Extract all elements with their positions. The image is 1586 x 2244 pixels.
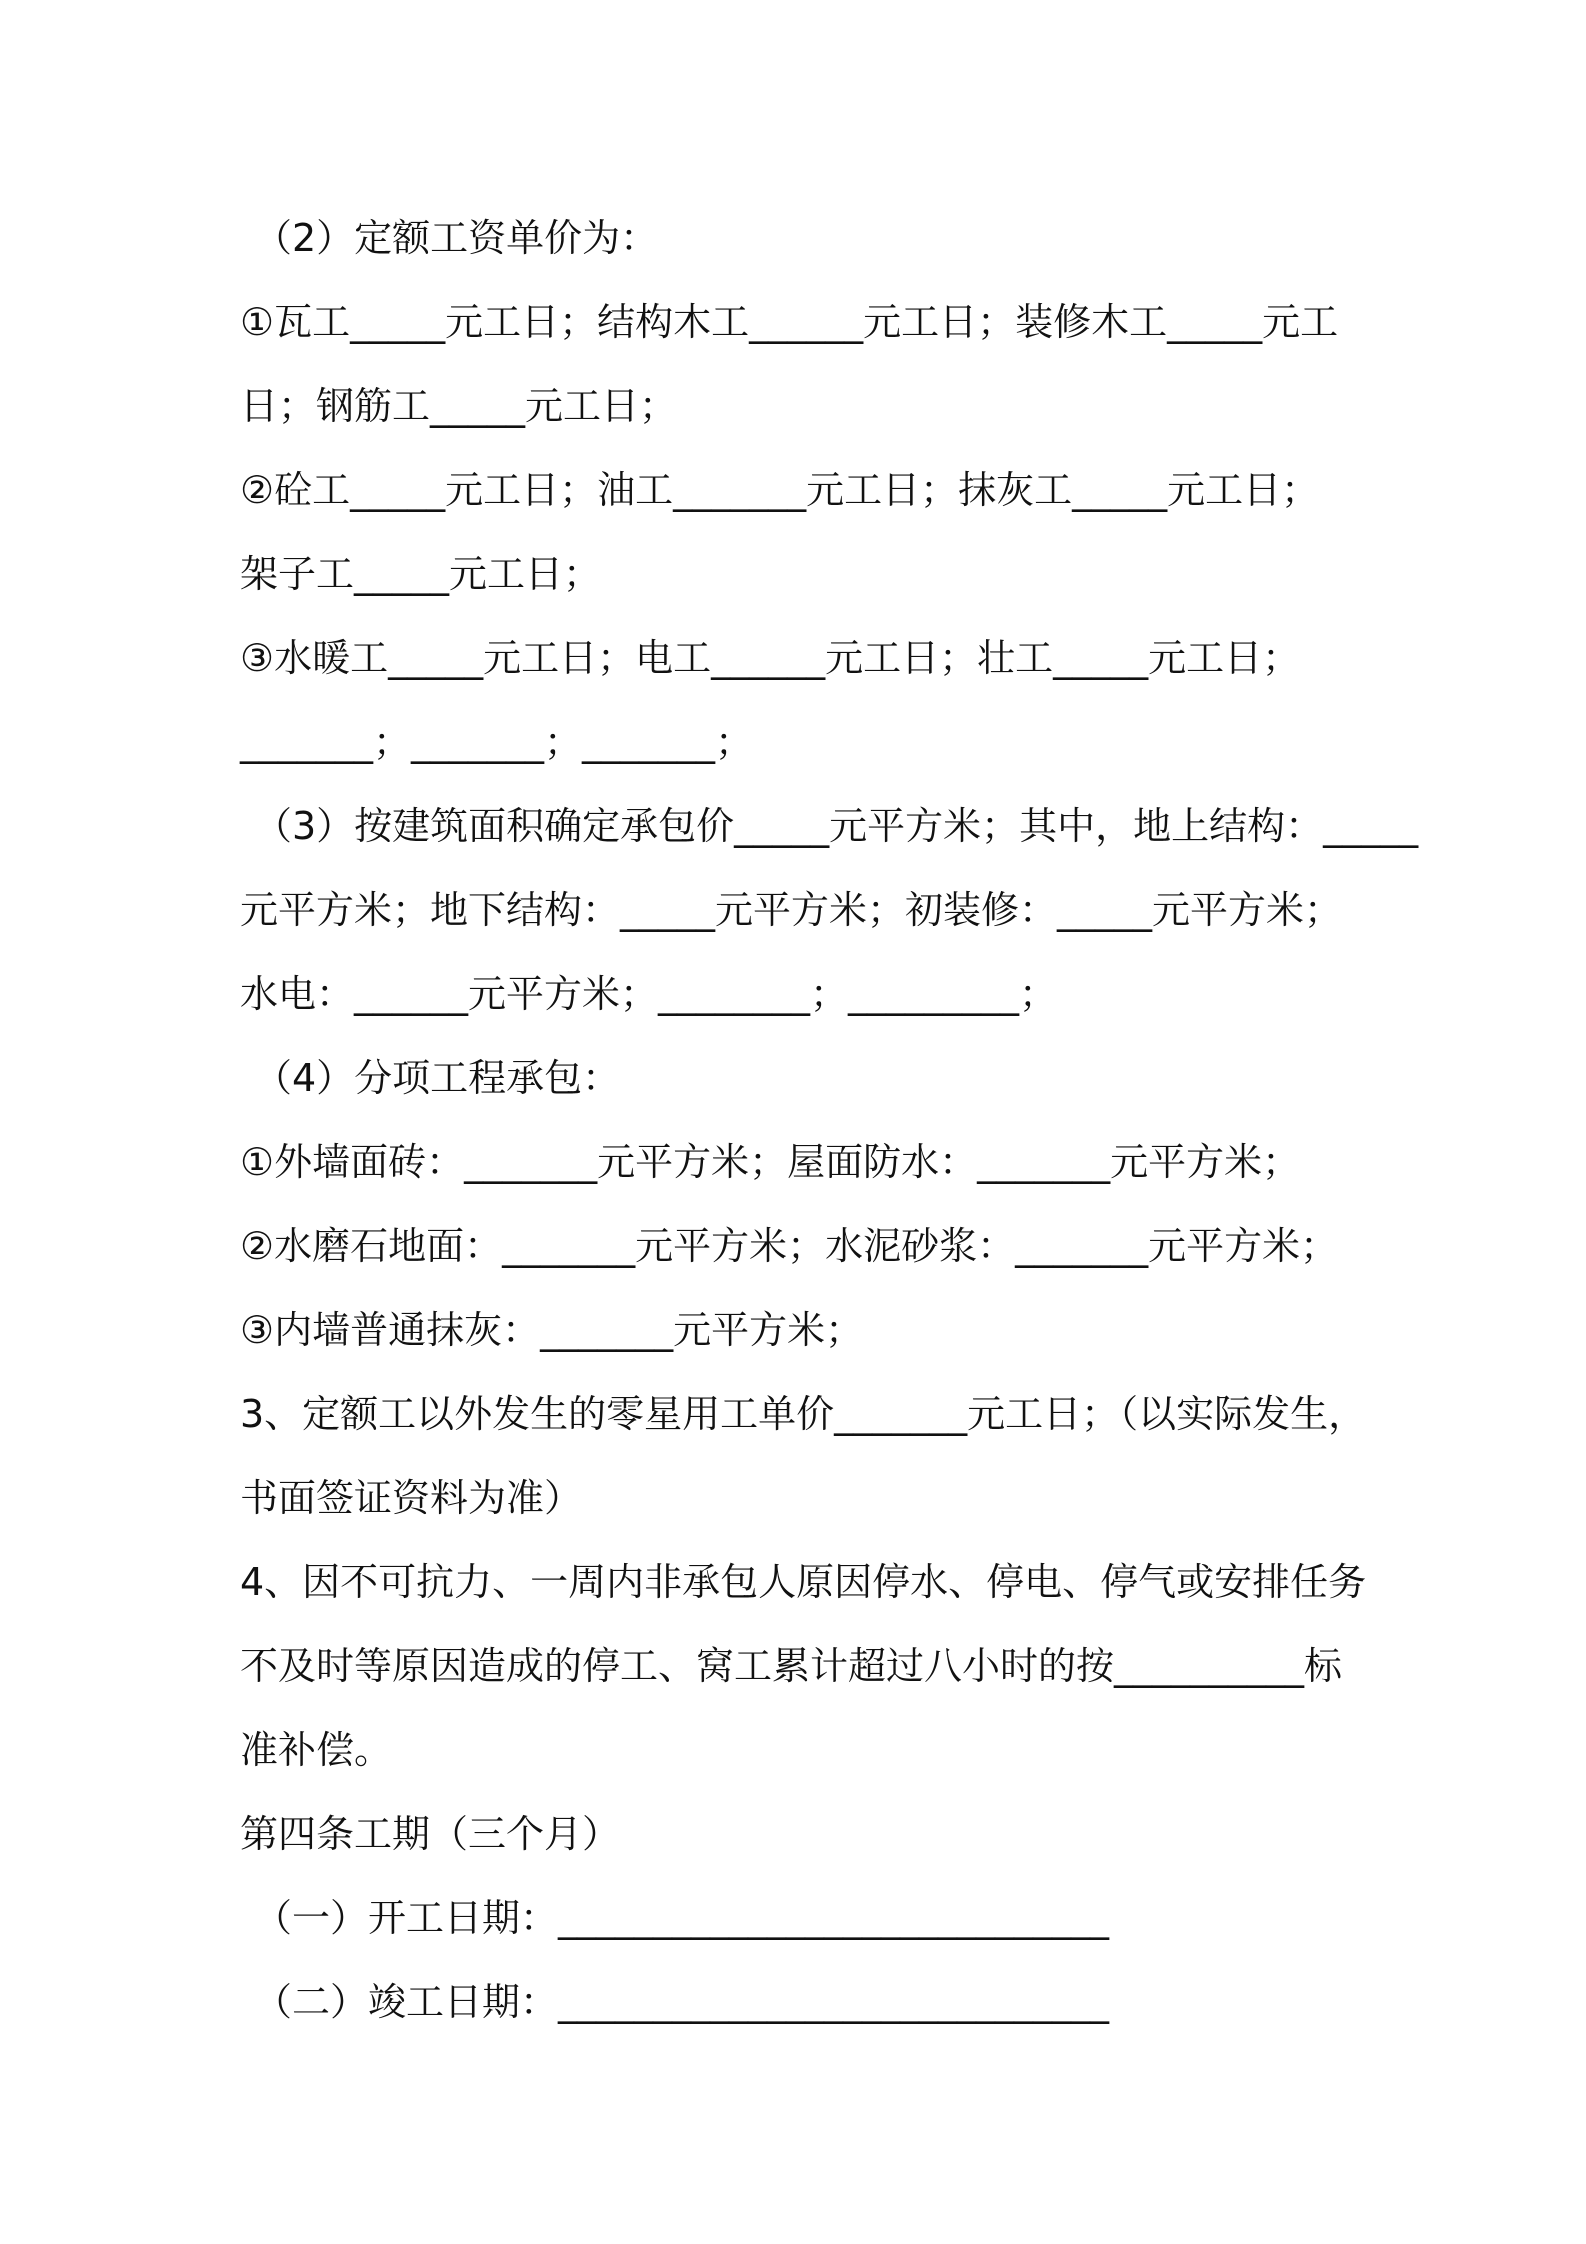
text-line-clause-4: 4、因不可抗力、一周内非承包人原因停水、停电、停气或安排任务 [240,1560,1367,1604]
text-line-article-4-heading: 第四条工期（三个月） [240,1812,621,1856]
text-line-wage-item-2-cont: 架子工_____元工日； [240,552,602,596]
text-line-completion-date: （二）竣工日期：_____________________________ [254,1980,1110,2024]
text-line-wage-item-1-cont: 日；钢筋工_____元工日； [240,384,678,428]
text-line-wage-item-2: ②砼工_____元工日；油工_______元工日；抹灰工_____元工日； [240,468,1320,512]
text-line-wage-item-1: ①瓦工_____元工日；结构木工______元工日；装修木工_____元工 [240,300,1339,344]
text-line-clause-3-cont: 书面签证资料为准） [240,1476,583,1520]
text-line-subcontract-item-2: ②水磨石地面：_______元平方米；水泥砂浆：_______元平方米； [240,1224,1339,1268]
text-line-area-price-cont: 元平方米；地下结构：_____元平方米；初装修：_____元平方米； [240,888,1343,932]
text-line-clause-4-cont-2: 准补偿。 [240,1728,393,1772]
text-line-subcontract-item-3: ③内墙普通抹灰：_______元平方米； [240,1308,864,1352]
text-line-wage-item-3-blanks: _______；_______；_______； [240,720,754,764]
text-line-subcontract-heading: （4）分项工程承包： [254,1056,621,1100]
text-line-clause-3: 3、定额工以外发生的零星用工单价_______元工日；（以实际发生， [240,1392,1367,1436]
text-line-wage-item-3: ③水暖工_____元工日；电工______元工日；壮工_____元工日； [240,636,1301,680]
document-body [240,196,1419,2044]
text-line-subcontract-item-1: ①外墙面砖：_______元平方米；屋面防水：_______元平方米； [240,1140,1301,1184]
text-line-clause-4-cont: 不及时等原因造成的停工、窝工累计超过八小时的按__________标 [240,1644,1343,1688]
text-line-area-price: （3）按建筑面积确定承包价_____元平方米；其中，地上结构：_____ [254,804,1419,848]
text-line-quota-wage-heading: （2）定额工资单价为： [254,216,659,260]
text-line-start-date: （一）开工日期：_____________________________ [254,1896,1110,1940]
text-line-area-price-cont-2: 水电：______元平方米；________；_________； [240,972,1058,1016]
